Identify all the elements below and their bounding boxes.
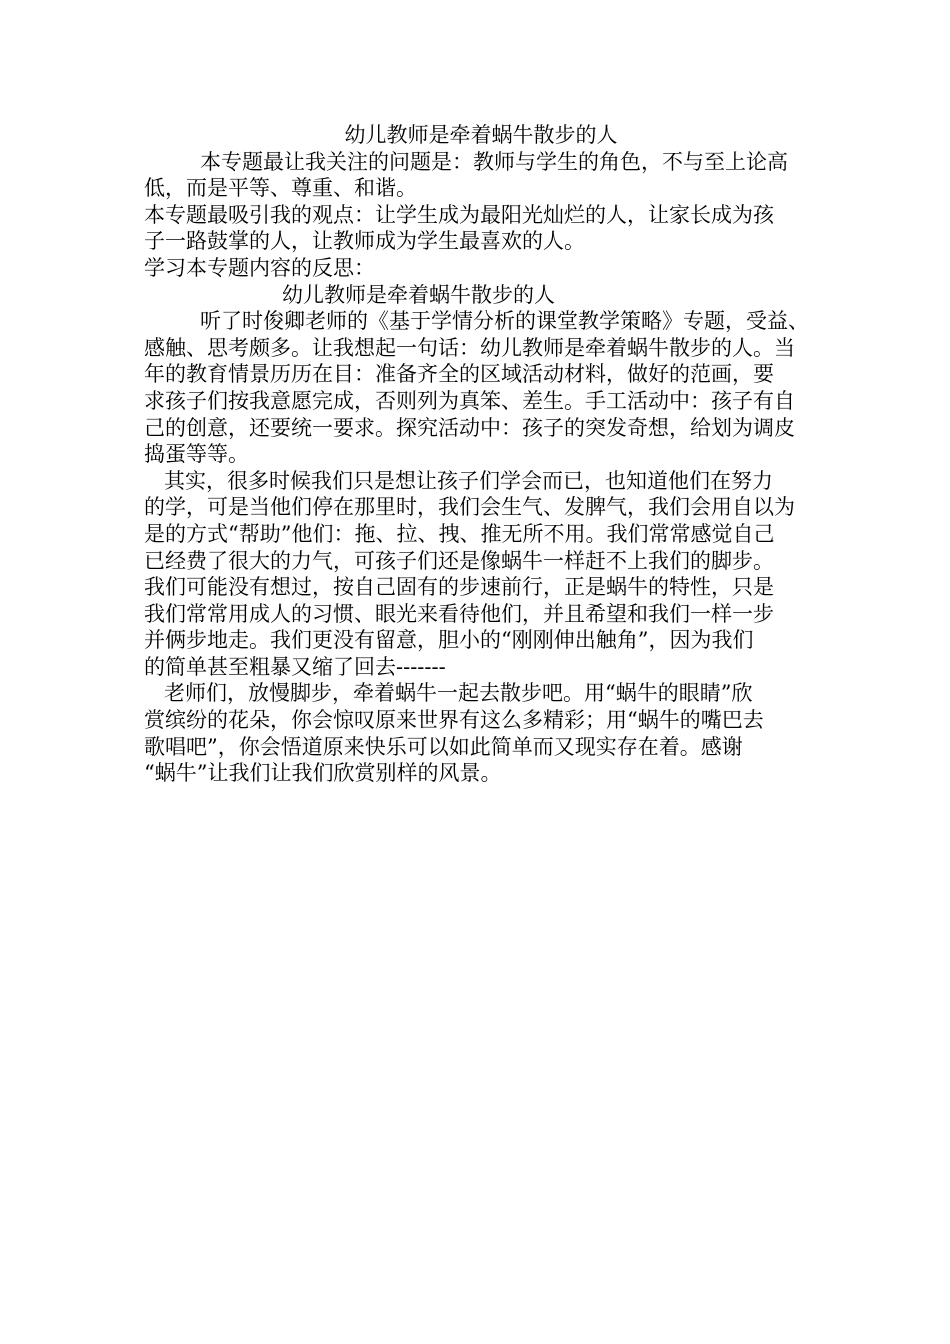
paragraph-line: 老师们，放慢脚步，牵着蜗牛一起去散步吧。用“蜗牛的眼睛”欣 [164,681,753,706]
paragraph-line: 并俩步地走。我们更没有留意，胆小的“刚刚伸出触角”，因为我们 [144,628,754,653]
document-body [144,122,818,787]
paragraph-line: 本专题最吸引我的观点：让学生成为最阳光灿烂的人，让家长成为孩 [144,202,774,227]
paragraph-line: 子一路鼓掌的人，让教师成为学生最喜欢的人。 [144,229,585,254]
paragraph-line: 其实，很多时候我们只是想让孩子们学会而已，也知道他们在努力 [164,468,773,493]
paragraph-line: 感触、思考颇多。让我想起一句话：幼儿教师是牵着蜗牛散步的人。当 [144,335,795,360]
paragraph-line: 己的创意，还要统一要求。探究活动中：孩子的突发奇想，给划为调皮 [144,415,795,440]
paragraph-line: “蜗牛”让我们让我们欣赏别样的风景。 [144,761,502,786]
paragraph-line: 学习本专题内容的反思： [144,255,375,280]
paragraph-line: 我们常常用成人的习惯、眼光来看待他们，并且希望和我们一样一步 [144,601,774,626]
document-title: 幼儿教师是牵着蜗牛散步的人 [344,123,618,147]
paragraph-line: 捣蛋等等。 [144,442,249,467]
paragraph-line: 是的方式“帮助”他们：拖、拉、拽、推无所不用。我们常常感觉自己 [144,521,775,546]
paragraph-line: 我们可能没有想过，按自己固有的步速前行，正是蜗牛的特性，只是 [144,575,774,600]
paragraph-line: 赏缤纷的花朵，你会惊叹原来世界有这么多精彩；用“蜗牛的嘴巴去 [144,708,764,733]
paragraph-line: 歌唱吧”，你会悟道原来快乐可以如此简单而又现实存在着。感谢 [144,734,743,759]
paragraph-line: 的学，可是当他们停在那里时，我们会生气、发脾气，我们会用自以为 [144,495,795,520]
paragraph-line: 低，而是平等、尊重、和谐。 [144,176,417,201]
paragraph-line: 已经费了很大的力气，可孩子们还是像蜗牛一样赶不上我们的脚步。 [144,548,774,573]
paragraph-line: 听了时俊卿老师的《基于学情分析的课堂教学策略》专题，受益、 [200,309,809,334]
paragraph-line: 的简单甚至粗暴又缩了回去------- [144,654,446,679]
essay-title: 幼儿教师是牵着蜗牛散步的人 [282,282,555,307]
paragraph-line: 求孩子们按我意愿完成，否则列为真笨、差生。手工活动中：孩子有自 [144,388,795,413]
paragraph-line: 年的教育情景历历在目：准备齐全的区域活动材料，做好的范画，要 [144,362,774,387]
paragraph-line: 本专题最让我关注的问题是：教师与学生的角色，不与至上论高 [200,149,788,174]
